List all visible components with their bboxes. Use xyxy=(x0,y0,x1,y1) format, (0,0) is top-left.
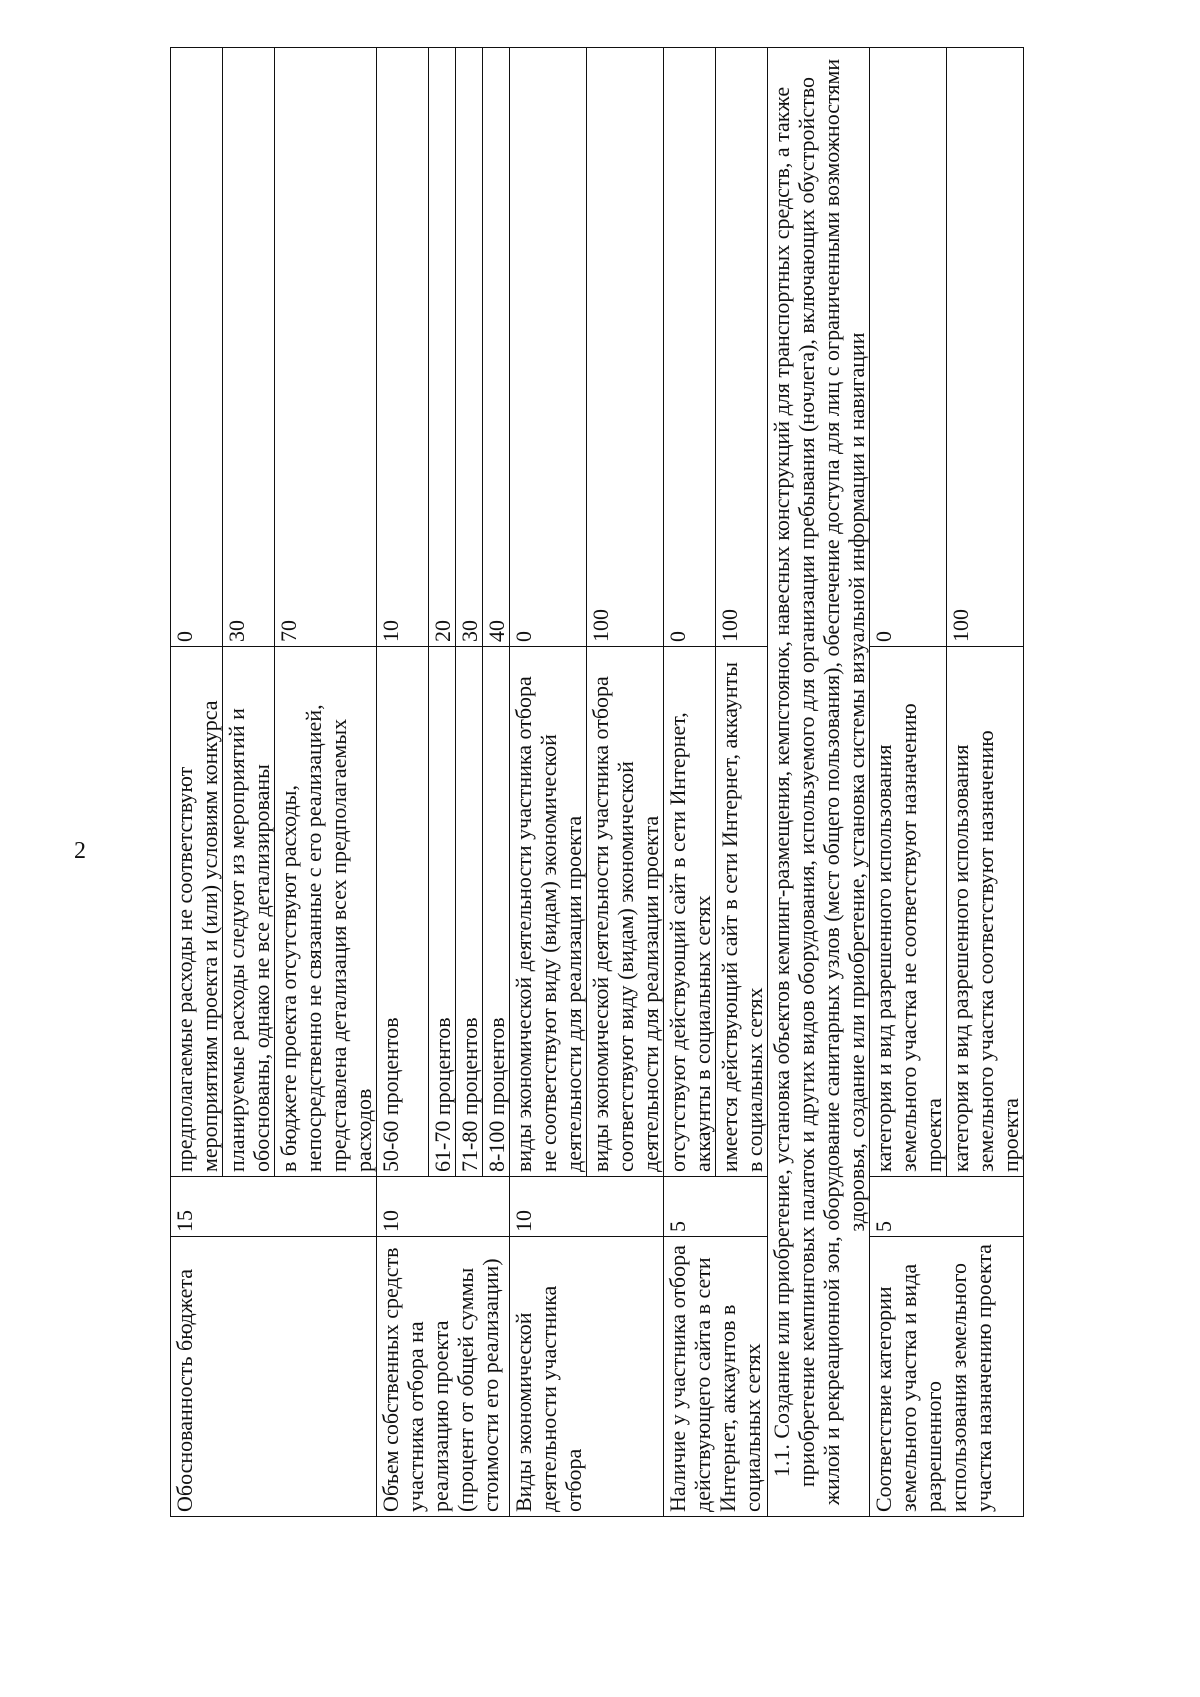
score-cell: 100 xyxy=(587,48,664,647)
option-cell: имеется действующий сайт в сети Интернет, аккаунты в социальных сетях xyxy=(716,647,768,1177)
weight-cell: 10 xyxy=(377,1177,510,1237)
table-row xyxy=(377,48,429,1517)
option-cell: виды экономической деятельности участника отбора не соответствуют виду (видам) экономической деятельности для реализации проекта xyxy=(510,647,587,1177)
option-cell: предполагаемые расходы не соответствуют мероприятиям проекта и (или) условиям конкурса xyxy=(171,647,223,1177)
score-cell: 0 xyxy=(510,48,587,647)
score-cell: 100 xyxy=(947,48,1024,647)
score-cell: 30 xyxy=(456,48,483,647)
weight-cell: 5 xyxy=(664,1177,768,1237)
option-cell: 8-100 процентов xyxy=(483,647,510,1177)
page-number: 2 xyxy=(74,838,86,864)
criteria-table xyxy=(170,47,1024,1517)
score-cell: 70 xyxy=(275,48,377,647)
option-cell: в бюджете проекта отсутствуют расходы, непосредственно не связанные с его реализацией, представлена детализация всех предполагаемых расходов xyxy=(275,647,377,1177)
option-cell: виды экономической деятельности участника отбора соответствуют виду (видам) экономической деятельности для реализации проекта xyxy=(587,647,664,1177)
weight-cell: 10 xyxy=(510,1177,664,1237)
table-row xyxy=(664,48,716,1517)
option-cell: категория и вид разрешенного использования земельного участка соответствуют назначению проекта xyxy=(947,647,1024,1177)
option-cell: 61-70 процентов xyxy=(429,647,456,1177)
option-cell: 71-80 процентов xyxy=(456,647,483,1177)
score-cell: 0 xyxy=(171,48,223,647)
score-cell: 20 xyxy=(429,48,456,647)
criterion-cell: Объем собственных средств участника отбора на реализацию проекта (процент от общей суммы стоимости его реализации) xyxy=(377,1237,510,1517)
option-cell: 50-60 процентов xyxy=(377,647,429,1177)
weight-cell: 5 xyxy=(870,1177,1024,1237)
criterion-cell: Соответствие категории земельного участка и вида разрешенного использования земельного участка назначению проекта xyxy=(870,1237,1024,1517)
table-row xyxy=(171,48,223,1517)
score-cell: 0 xyxy=(870,48,947,647)
score-cell: 30 xyxy=(223,48,275,647)
table-row xyxy=(870,48,947,1517)
score-cell: 100 xyxy=(716,48,768,647)
criterion-cell: Наличие у участника отбора действующего сайта в сети Интернет, аккаунтов в социальных сетях xyxy=(664,1237,768,1517)
weight-cell: 15 xyxy=(171,1177,377,1237)
score-cell: 10 xyxy=(377,48,429,647)
option-cell: планируемые расходы следуют из мероприятий и обоснованы, однако не все детализированы xyxy=(223,647,275,1177)
criterion-cell: Обоснованность бюджета xyxy=(171,1237,377,1517)
option-cell: отсутствуют действующий сайт в сети Интернет, аккаунты в социальных сетях xyxy=(664,647,716,1177)
table-row xyxy=(768,48,870,1517)
option-cell: категория и вид разрешенного использования земельного участка не соответствуют назначению проекта xyxy=(870,647,947,1177)
score-cell: 0 xyxy=(664,48,716,647)
score-cell: 40 xyxy=(483,48,510,647)
section-heading: 1.1. Создание или приобретение, установка объектов кемпинг-размещения, кемпстоянок, навесных конструкций для транспортных средств, а также приобретение кемпинговых палаток и других видов оборудования, используемого для организации пребывания (ночлега), включающих обустройство жилой и рекреационной зон, оборудование санитарных узлов (мест общего пользования), обеспечение доступа для лиц с ограниченными возможностями здоровья, создание или приобретение, установка системы визуальной информации и навигации xyxy=(768,48,870,1517)
table-row xyxy=(510,48,587,1517)
criterion-cell: Виды экономической деятельности участника отбора xyxy=(510,1237,664,1517)
